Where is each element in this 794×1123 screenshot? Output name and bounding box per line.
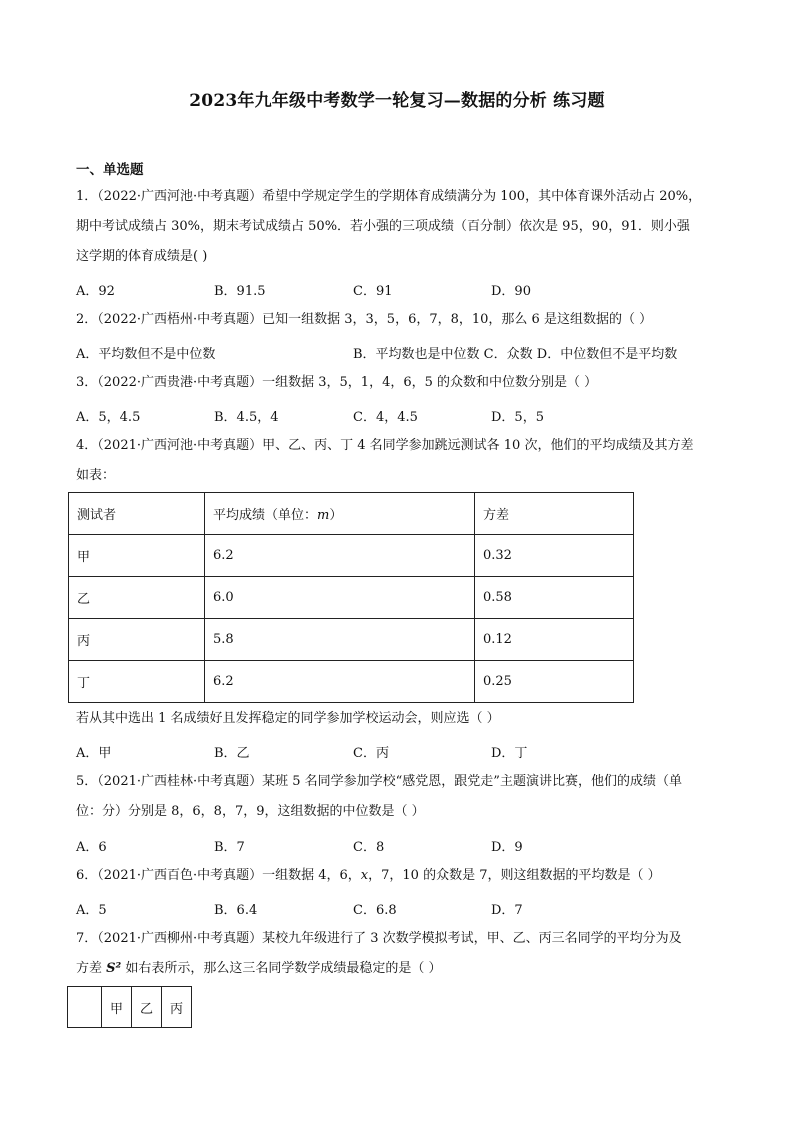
q5-text-line1: 5．（2021·广西桂林·中考真题）某班 5 名同学参加学校“感党恩，跟党走”主题演讲比赛，他们的成绩（单 [76, 774, 682, 789]
q5-option-d[interactable]: D．9 [491, 840, 523, 855]
q6-option-a[interactable]: A．5 [76, 903, 107, 918]
q1-text-line3: 这学期的体育成绩是( ) [76, 249, 208, 264]
q3-option-d[interactable]: D．5，5 [491, 410, 544, 425]
table-cell: 0.58 [475, 577, 634, 619]
q3-option-c[interactable]: C．4，4.5 [353, 410, 418, 425]
q5-option-b[interactable]: B．7 [214, 840, 245, 855]
q1-text-line2: 期中考试成绩占 30%，期末考试成绩占 50%．若小强的三项成绩（百分制）依次是 95，90，91．则小强 [76, 219, 690, 234]
q1-text-line1: 1．（2022·广西河池·中考真题）希望中学规定学生的学期体育成绩满分为 100，其中体育课外活动占 20%， [76, 189, 702, 204]
table-cell: 0.12 [475, 619, 634, 661]
header-unit-m: m [317, 508, 330, 523]
q7-variance-symbol: S² [106, 961, 122, 976]
q3-text-line1: 3．（2022·广西贵港·中考真题）一组数据 3，5，1，4，6，5 的众数和中位数分别是（ ） [76, 375, 598, 390]
q2-option-bcd[interactable]: B．平均数也是中位数 C．众数 D．中位数但不是平均数 [353, 347, 678, 362]
q6-options [76, 899, 736, 917]
page-title: 2023年九年级中考数学一轮复习—数据的分析 练习题 [189, 91, 605, 111]
q4-option-c[interactable]: C．丙 [353, 746, 389, 761]
table-header-row [68, 987, 192, 1028]
q3-options [76, 406, 736, 424]
header-cell-variance: 方差 [475, 493, 634, 535]
q5-options [76, 836, 736, 854]
q6-text-line1 [76, 867, 661, 885]
q4-followup-text: 若从其中选出 1 名成绩好且发挥稳定的同学参加学校运动会，则应选（ ） [76, 711, 500, 726]
header-cell-average [205, 493, 475, 535]
q1-option-c[interactable]: C．91 [353, 284, 393, 299]
q6-option-c[interactable]: C．6.8 [353, 903, 397, 918]
section-heading: 一、单选题 [76, 162, 144, 178]
table-row [69, 619, 634, 661]
table-cell: 6.2 [205, 661, 475, 703]
q5-text-line2: 位：分）分别是 8，6，8，7，9，这组数据的中位数是（ ） [76, 804, 425, 819]
q3-option-b[interactable]: B．4.5，4 [214, 410, 279, 425]
q3-option-a[interactable]: A．5，4.5 [76, 410, 141, 425]
q6-text-pre: 6．（2021·广西百色·中考真题）一组数据 4，6， [76, 868, 361, 883]
q4-option-b[interactable]: B．乙 [214, 746, 250, 761]
table-cell: 丁 [69, 661, 205, 703]
q7-text-line2 [76, 960, 442, 978]
q4-option-d[interactable]: D．丁 [491, 746, 528, 761]
header-cell-yi: 乙 [132, 987, 162, 1028]
table-cell: 6.2 [205, 535, 475, 577]
q6-option-b[interactable]: B．6.4 [214, 903, 258, 918]
table-cell: 5.8 [205, 619, 475, 661]
table-row [69, 577, 634, 619]
q6-option-d[interactable]: D．7 [491, 903, 523, 918]
table-cell: 丙 [69, 619, 205, 661]
q1-option-b[interactable]: B．91.5 [214, 284, 266, 299]
q2-options [76, 343, 736, 361]
table-row [69, 535, 634, 577]
table-cell: 6.0 [205, 577, 475, 619]
q2-option-a[interactable]: A．平均数但不是中位数 [76, 347, 216, 362]
q4-options [76, 742, 736, 760]
q4-text-line2: 如表： [76, 468, 116, 483]
q1-option-d[interactable]: D．90 [491, 284, 531, 299]
q6-variable-x: x [360, 868, 369, 883]
q4-option-a[interactable]: A．甲 [76, 746, 112, 761]
q2-text-line1: 2．（2022·广西梧州·中考真题）已知一组数据 3，3，5，6，7，8，10，那么 6 是这组数据的（ ） [76, 312, 653, 327]
header-close-paren: ） [329, 508, 343, 523]
q7-text-post: 如右表所示，那么这三名同学数学成绩最稳定的是（ ） [121, 961, 442, 976]
q6-text-post: ，7，10 的众数是 7，则这组数据的平均数是（ ） [368, 868, 661, 883]
table-cell: 甲 [69, 535, 205, 577]
q5-option-a[interactable]: A．6 [76, 840, 107, 855]
table-cell: 0.32 [475, 535, 634, 577]
q7-text-pre: 方差 [76, 961, 107, 976]
q4-text-line1: 4．（2021·广西河池·中考真题）甲、乙、丙、丁 4 名同学参加跳远测试各 10 次，他们的平均成绩及其方差 [76, 438, 694, 453]
q4-data-table [68, 492, 634, 703]
table-cell: 0.25 [475, 661, 634, 703]
table-cell: 乙 [69, 577, 205, 619]
q1-option-a[interactable]: A．92 [76, 284, 115, 299]
q7-text-line1: 7．（2021·广西柳州·中考真题）某校九年级进行了 3 次数学模拟考试，甲、乙、丙三名同学的平均分为及 [76, 931, 682, 946]
header-average-label: 平均成绩（单位： [213, 508, 318, 523]
header-cell-tester: 测试者 [69, 493, 205, 535]
q1-options [76, 280, 736, 298]
table-header-row [69, 493, 634, 535]
q7-data-table [67, 986, 192, 1028]
q5-option-c[interactable]: C．8 [353, 840, 385, 855]
header-cell-jia: 甲 [102, 987, 132, 1028]
header-cell-bing: 丙 [162, 987, 192, 1028]
table-row [69, 661, 634, 703]
header-cell-empty [68, 987, 102, 1028]
